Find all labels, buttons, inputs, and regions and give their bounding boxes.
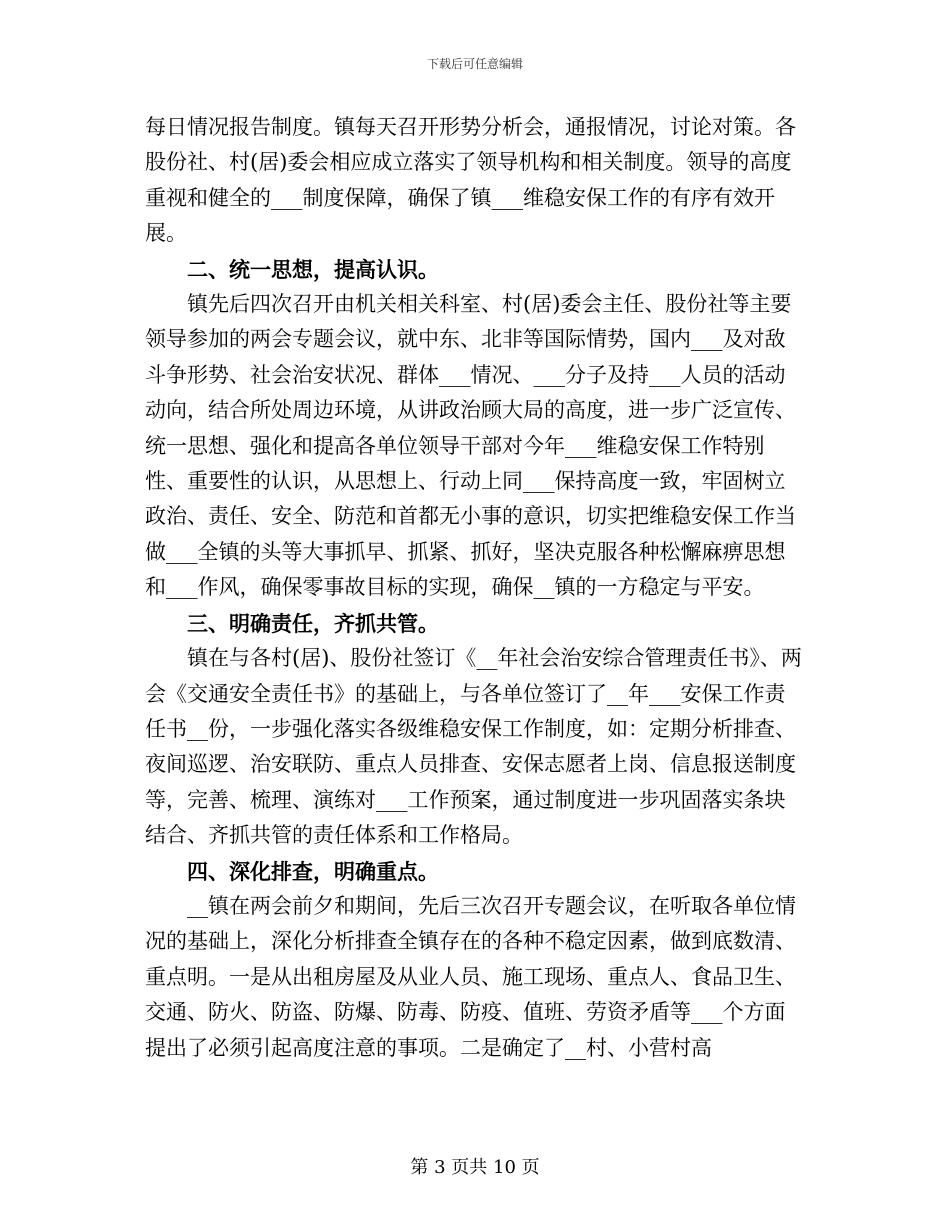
section-heading: 四、深化排查，明确重点。 <box>187 858 439 884</box>
document-body <box>145 110 805 1066</box>
paragraph: 镇先后四次召开由机关相关科室、村(居)委会主任、股份社等主要领导参加的两会专题会议，就中东、北非等国际情势，国内___及对敌斗争形势、社会治安状况、群体___情况、___分子及持___人员的活动动向，结合所处周边环境，从讲政治顾大局的高度，进一步广泛宣传、统一思想、强化和提高各单位领导干部对今年___维稳安保工作特别性、重要性的认识，从思想上、行动上同___保持高度一致，牢固树立政治、责任、安全、防范和首都无小事的意识，切实把维稳安保工作当做___全镇的头等大事抓早、抓紧、抓好，坚决克服各种松懈麻痹思想和___作风，确保零事故目标的实现，确保__镇的一方稳定与平安。 <box>145 292 796 600</box>
page-number: 第 3 页共 10 页 <box>410 1157 540 1178</box>
paragraph: __镇在两会前夕和期间，先后三次召开专题会议，在听取各单位情况的基础上，深化分析排查全镇存在的各种不稳定因素，做到底数清、重点明。一是从出租房屋及从业人员、施工现场、重点人、食品卫生、交通、防火、防盗、防爆、防毒、防疫、值班、劳资矛盾等___个方面提出了必须引起高度注意的事项。二是确定了__村、小营村高 <box>145 893 796 1060</box>
page-header: 下载后可任意编辑 <box>426 57 523 71</box>
section-heading: 二、统一思想，提高认识。 <box>187 256 439 282</box>
paragraph: 镇在与各村(居)、股份社签订《__年社会治安综合管理责任书》、两会《交通安全责任书》的基础上，与各单位签订了__年___安保工作责任书__份，一步强化落实各级维稳安保工作制度，如：定期分析排查、夜间巡逻、治安联防、重点人员排查、安保志愿者上岗、信息报送制度等，完善、梳理、演练对___工作预案，通过制度进一步巩固落实条块结合、齐抓共管的责任体系和工作格局。 <box>145 646 802 848</box>
paragraph: 每日情况报告制度。镇每天召开形势分析会，通报情况，讨论对策。各股份社、村(居)委会相应成立落实了领导机构和相关制度。领导的高度重视和健全的___制度保障，确保了镇___维稳安保工作的有序有效开展。 <box>145 115 796 246</box>
section-heading: 三、明确责任，齐抓共管。 <box>187 610 439 636</box>
